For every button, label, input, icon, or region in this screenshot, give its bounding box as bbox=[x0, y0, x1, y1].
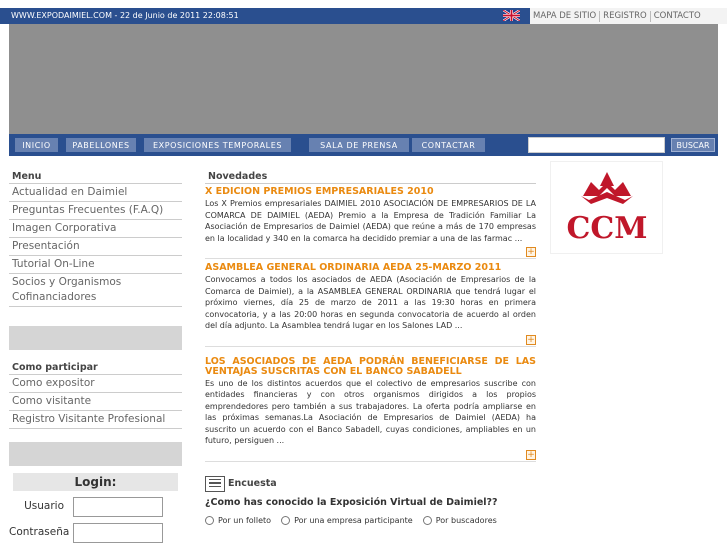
menu-item-visitante[interactable]: Como visitante bbox=[9, 393, 182, 411]
main-nav bbox=[9, 134, 718, 156]
expand-plus-icon[interactable]: + bbox=[527, 449, 535, 460]
poll-option[interactable]: Por buscadores bbox=[423, 516, 497, 525]
participar-heading: Como participar bbox=[9, 359, 182, 375]
divider bbox=[205, 258, 536, 259]
news-item bbox=[205, 263, 536, 347]
menu-item-expositor[interactable]: Como expositor bbox=[9, 375, 182, 393]
news-column bbox=[205, 168, 536, 525]
ccm-ad-banner[interactable] bbox=[550, 161, 663, 254]
uk-flag-icon[interactable] bbox=[503, 10, 520, 21]
poll-option[interactable]: Por una empresa participante bbox=[281, 516, 413, 525]
sitemap-link[interactable]: MAPA DE SITIO bbox=[533, 11, 597, 21]
sidebar-spacer bbox=[9, 442, 182, 466]
news-heading: Novedades bbox=[205, 168, 536, 184]
nav-pabellones[interactable]: PABELLONES bbox=[66, 138, 136, 152]
menu-heading: Menu bbox=[9, 168, 182, 184]
divider bbox=[205, 461, 536, 462]
poll-list-icon bbox=[205, 476, 225, 492]
ccm-logo-icon bbox=[551, 162, 664, 255]
user-label: Usuario bbox=[24, 500, 64, 512]
poll-option[interactable]: Por un folleto bbox=[205, 516, 271, 525]
expand-plus-icon[interactable]: + bbox=[527, 247, 535, 257]
news-excerpt: Los X Premios empresariales DAIMIEL 2010 ASOCIACIÓN DE EMPRESARIOS DE LA COMARCA DE DAIMIEL (AEDA) Premio a la Empresa de Tradición Familiar La Asociación de Empresarios de Daimiel (AEDA) que reúne a más de 170 empresas en la localidad y 340 en la comarca ha decidido premiar a una de las farmac ... bbox=[205, 199, 536, 243]
news-excerpt: Convocamos a todos los asociados de AEDA (Asociación de Empresarios de la Comarca de Daimiel), a la ASAMBLEA GENERAL ORDINARIA que tendrá lugar el próximo viernes, día 25 de marzo de 2011 a las 19:30 horas en primera convocatoria, y a las 20:00 horas en segunda convocatoria de acuerdo al orden del día adjunto. La Asamblea tendrá lugar en los Salones LAD ... bbox=[205, 275, 536, 330]
menu-item-tutorial[interactable]: Tutorial On-Line bbox=[9, 256, 182, 274]
site-date-label: WWW.EXPODAIMIEL.COM - 22 de Junio de 2011 22:08:51 bbox=[11, 11, 239, 20]
nav-sala-prensa[interactable]: SALA DE PRENSA bbox=[309, 138, 409, 152]
nav-inicio[interactable]: INICIO bbox=[15, 138, 58, 152]
news-headline[interactable]: X EDICION PREMIOS EMPRESARIALES 2010 bbox=[205, 186, 434, 197]
news-headline[interactable]: ASAMBLEA GENERAL ORDINARIA AEDA 25-MARZO 2011 bbox=[205, 262, 502, 273]
poll-question: ¿Como has conocido la Exposición Virtual de Daimiel?? bbox=[205, 496, 498, 508]
header-banner bbox=[9, 24, 718, 134]
menu-item-socios[interactable]: Socios y Organismos Cofinanciadores bbox=[9, 274, 182, 307]
nav-exposiciones[interactable]: EXPOSICIONES TEMPORALES bbox=[144, 138, 291, 152]
register-link[interactable]: REGISTRO bbox=[603, 11, 647, 21]
username-input[interactable] bbox=[73, 497, 163, 517]
radio-icon[interactable] bbox=[281, 516, 290, 525]
menu-item-actualidad[interactable]: Actualidad en Daimiel bbox=[9, 184, 182, 202]
login-heading: Login: bbox=[13, 473, 178, 491]
left-sidebar bbox=[9, 168, 182, 543]
news-headline[interactable]: LOS ASOCIADOS DE AEDA PODRÁN BENEFICIARSE DE LAS VENTAJAS SUSCRITAS CON EL BANCO SABADELL bbox=[205, 355, 536, 377]
menu-item-faq[interactable]: Preguntas Frecuentes (F.A.Q) bbox=[9, 202, 182, 220]
search-button[interactable]: BUSCAR bbox=[671, 138, 715, 152]
news-item bbox=[205, 187, 536, 259]
top-links bbox=[530, 8, 727, 24]
sidebar-spacer bbox=[9, 326, 182, 350]
top-bar bbox=[0, 8, 727, 24]
poll-label: Encuesta bbox=[228, 478, 277, 489]
radio-icon[interactable] bbox=[423, 516, 432, 525]
login-pass-row bbox=[9, 523, 182, 543]
news-excerpt: Es uno de los distintos acuerdos que el colectivo de empresarios suscribe con entidades financieras y con otros organismos dirigidos a los propios emprendedores pero también a sus trabajadores. La oferta podría ampliarse en las próximas semanas.La Asociación de Empresarios de Daimiel (AEDA) ha suscrito un acuerdo con el Banco Sabadell, cuyas condiciones, ampliables en un futuro, persiguen ... bbox=[205, 378, 536, 445]
radio-icon[interactable] bbox=[205, 516, 214, 525]
menu-item-imagen[interactable]: Imagen Corporativa bbox=[9, 220, 182, 238]
menu-item-registro-profesional[interactable]: Registro Visitante Profesional bbox=[9, 411, 182, 429]
search-input[interactable] bbox=[528, 137, 665, 153]
password-input[interactable] bbox=[73, 523, 163, 543]
nav-contactar[interactable]: CONTACTAR bbox=[412, 138, 485, 152]
poll-header bbox=[205, 476, 536, 492]
ccm-logo-text: CCM bbox=[566, 211, 648, 246]
menu-item-presentacion[interactable]: Presentación bbox=[9, 238, 182, 256]
contact-link[interactable]: CONTACTO bbox=[653, 11, 701, 21]
divider bbox=[205, 346, 536, 347]
news-item bbox=[205, 357, 536, 462]
password-label: Contraseña bbox=[9, 526, 70, 538]
login-user-row bbox=[9, 497, 182, 517]
expand-plus-icon[interactable]: + bbox=[527, 334, 535, 345]
poll-options bbox=[205, 516, 536, 525]
